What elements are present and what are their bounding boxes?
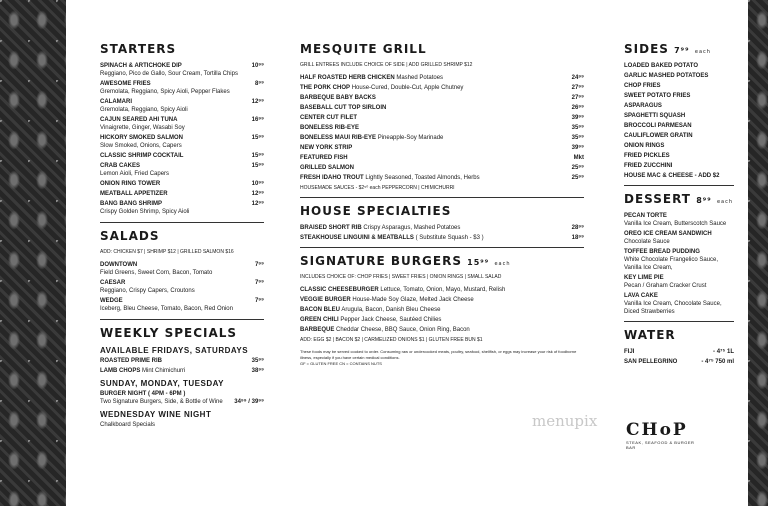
column-right — [624, 40, 734, 368]
menu-item — [300, 164, 584, 172]
menu-item-name: FIJI — [624, 349, 635, 355]
menu-item-left — [300, 94, 376, 102]
menu-item-name: FRESH IDAHO TROUT — [300, 175, 364, 181]
menu-item-price: 26⁹⁹ — [571, 105, 584, 111]
menu-item-row — [100, 279, 264, 287]
menu-item-left — [624, 248, 700, 256]
side-item-name: GARLIC MASHED POTATOES — [624, 73, 709, 79]
menu-item-desc: Cheddar Cheese, BBQ Sauce, Onion Ring, Bacon — [336, 327, 470, 333]
menu-item-name: FEATURED FISH — [300, 155, 348, 161]
menu-item-desc: Vinaigrette, Ginger, Wasabi Soy — [100, 125, 185, 131]
divider — [100, 319, 264, 320]
menu-item-row — [300, 154, 584, 162]
menu-item — [100, 80, 264, 96]
burger-desc-row — [100, 398, 264, 406]
menu-item-desc: Lettuce, Tomato, Onion, Mayo, Mustard, Relish — [380, 287, 506, 293]
side-item — [624, 152, 734, 160]
menu-item — [100, 279, 264, 295]
menu-item-desc: Gremolata, Reggiano, Spicy Aioli, Pepper Flakes — [100, 89, 230, 95]
menu-item-row — [624, 358, 734, 366]
damask-border-left — [0, 0, 66, 506]
menu-item-desc: Mashed Potatoes — [396, 75, 444, 81]
side-item — [624, 62, 734, 70]
menu-item-desc: Lemon Aioli, Fried Capers — [100, 171, 170, 177]
menu-item-left — [100, 116, 177, 124]
menu-item-name: CLASSIC CHEESEBURGER — [300, 287, 379, 293]
menu-item — [300, 306, 584, 314]
menu-item-left — [300, 326, 470, 334]
menu-item-row — [300, 326, 584, 334]
menu-item-left — [100, 180, 160, 188]
side-item-name: ASPARAGUS — [624, 103, 662, 109]
menu-item-desc: Crispy Golden Shrimp, Spicy Aioli — [100, 209, 190, 215]
water-list — [624, 348, 734, 366]
menu-item-name: CLASSIC SHRIMP COCKTAIL — [100, 153, 184, 159]
menu-item-row — [300, 144, 584, 152]
menu-item-left — [624, 230, 712, 238]
side-item — [624, 102, 734, 110]
menu-item-left — [300, 74, 443, 82]
menu-item-name: KEY LIME PIE — [624, 275, 664, 281]
menu-item-price: - 4⁷⁵ 750 ml — [701, 359, 734, 365]
dessert-title: DESSERT — [624, 192, 691, 206]
divider — [624, 185, 734, 186]
column-middle — [300, 40, 584, 367]
menu-item-name: BANG BANG SHRIMP — [100, 201, 163, 207]
menu-item-left — [100, 134, 183, 142]
menu-item-name: BRAISED SHORT RIB — [300, 225, 362, 231]
divider — [100, 222, 264, 223]
menu-item — [300, 144, 584, 152]
menu-item-left — [100, 261, 137, 269]
menu-item-name: GREEN CHILI — [300, 317, 339, 323]
menu-item-row — [300, 296, 584, 304]
menu-item-price: 27⁹⁹ — [571, 95, 584, 101]
side-item — [624, 92, 734, 100]
menu-item-row — [100, 357, 264, 365]
menu-item-name: VEGGIE BURGER — [300, 297, 351, 303]
weekly-heading: WEEKLY SPECIALS — [100, 326, 238, 340]
menu-item-name: OREO ICE CREAM SANDWICH — [624, 231, 712, 237]
menu-item-left — [300, 154, 348, 162]
menu-item-left — [624, 292, 658, 300]
wed-desc: Chalkboard Specials — [100, 422, 156, 428]
menu-item — [100, 162, 264, 178]
menu-item-row — [100, 134, 264, 142]
menu-item — [300, 94, 584, 102]
menu-item-name: CENTER CUT FILET — [300, 115, 357, 121]
menu-item-left — [100, 279, 125, 287]
menu-item — [100, 180, 264, 188]
menu-item-name: CAJUN SEARED AHI TUNA — [100, 117, 178, 123]
menu-item-desc: Vanilla Ice Cream, Chocolate Sauce, Diced Strawberries — [624, 301, 722, 315]
menu-item — [624, 230, 734, 246]
menu-item-name: PECAN TORTE — [624, 213, 667, 219]
menu-item-price: 16⁹⁹ — [251, 117, 264, 123]
burger-price: 34⁹⁹ / 39⁹⁹ — [234, 399, 264, 405]
menu-item — [100, 200, 264, 216]
menu-item-left — [100, 367, 185, 375]
menu-item-left — [100, 357, 162, 365]
menu-item-left — [300, 84, 463, 92]
menu-item-left — [100, 152, 183, 160]
menu-item-price: 8⁹⁹ — [254, 81, 264, 87]
menu-item-left — [100, 162, 140, 170]
burgers-addons: ADD: EGG $2 | BACON $2 | CARMELIZED ONIONS $1 | GLUTEN FREE BUN $1 — [300, 337, 483, 343]
footnote-gf: GF = GLUTEN FREE CN = CONTAINS NUTS — [300, 361, 382, 366]
burgers-includes: INCLUDES CHOICE OF: CHOP FRIES | SWEET FRIES | ONION RINGS | SMALL SALAD — [300, 274, 502, 280]
menu-item-row — [100, 152, 264, 160]
sides-heading — [624, 42, 734, 56]
water-heading: WATER — [624, 328, 676, 342]
menu-item-left — [300, 234, 484, 242]
menu-item — [300, 234, 584, 242]
side-item — [624, 72, 734, 80]
menu-item-row — [624, 292, 734, 300]
menu-item-left — [300, 124, 359, 132]
menu-item-left — [300, 114, 357, 122]
side-item-name: ONION RINGS — [624, 143, 665, 149]
menu-item-desc: Pepper Jack Cheese, Sautéed Chilies — [340, 317, 442, 323]
menu-item-price: 39⁹⁹ — [571, 115, 584, 121]
burgers-each: each — [494, 261, 511, 267]
menu-item-row — [624, 212, 734, 220]
menu-item — [300, 316, 584, 324]
fri-items — [100, 357, 264, 375]
menu-item-price: 24⁹⁹ — [571, 75, 584, 81]
menu-item-row — [300, 164, 584, 172]
menu-item — [624, 358, 734, 366]
side-item-name: CAULIFLOWER GRATIN — [624, 133, 693, 139]
menu-item — [300, 134, 584, 142]
menu-item-desc: Vanilla Ice Cream, Butterscotch Sauce — [624, 221, 727, 227]
menu-item-desc: Field Greens, Sweet Corn, Bacon, Tomato — [100, 270, 213, 276]
menu-item-row — [300, 174, 584, 182]
menu-item-left — [624, 212, 667, 220]
side-item — [624, 172, 734, 180]
menu-item-name: SAN PELLEGRINO — [624, 359, 678, 365]
menu-item — [624, 212, 734, 228]
menu-item-name: BACON BLEU — [300, 307, 340, 313]
fri-sat-heading: AVAILABLE FRIDAYS, SATURDAYS — [100, 346, 249, 355]
menu-item-price: 10⁹⁹ — [251, 63, 264, 69]
menu-item — [300, 74, 584, 82]
sides-title: SIDES — [624, 42, 669, 56]
column-left — [100, 40, 264, 431]
menu-item-name: CALAMARI — [100, 99, 132, 105]
menu-item-row — [300, 104, 584, 112]
menu-item-row — [300, 74, 584, 82]
menu-item-desc: House-Made Soy Glaze, Melted Jack Cheese — [352, 297, 474, 303]
menu-item-row — [300, 114, 584, 122]
burger-desc: Two Signature Burgers, Side, & Bottle of Wine — [100, 399, 223, 405]
menu-item-row — [100, 162, 264, 170]
divider — [624, 321, 734, 322]
sides-list — [624, 62, 734, 180]
menu-item-left — [624, 348, 634, 356]
chop-logo — [626, 420, 704, 450]
menu-item-desc: House-Cured, Double-Cut, Apple Chutney — [351, 85, 464, 91]
menu-item-price: 39⁹⁹ — [571, 145, 584, 151]
side-item-name: SPAGHETTI SQUASH — [624, 113, 686, 119]
salads-heading: SALADS — [100, 229, 160, 243]
menu-item-row — [300, 94, 584, 102]
menu-item-price: 15⁹⁹ — [251, 153, 264, 159]
menu-item-left — [300, 104, 386, 112]
burger-night: BURGER NIGHT ( 4PM - 6PM ) — [100, 391, 186, 397]
salads-addons: ADD: CHICKEN $7 | SHRIMP $12 | GRILLED SALMON $16 — [100, 249, 234, 255]
menu-item — [100, 261, 264, 277]
menu-item-name: AWESOME FRIES — [100, 81, 151, 87]
menu-item-price: 7⁹⁹ — [254, 298, 264, 304]
menu-item — [100, 116, 264, 132]
menu-item-row — [100, 116, 264, 124]
menu-item-row — [300, 224, 584, 232]
menu-item-desc: Reggiano, Crispy Capers, Croutons — [100, 288, 195, 294]
menu-item-price: 25⁹⁹ — [571, 165, 584, 171]
menu-item-desc: ( Substitute Squash - $3 ) — [415, 235, 484, 241]
side-item-name: BROCCOLI PARMESAN — [624, 123, 692, 129]
side-item — [624, 82, 734, 90]
menu-item-price: 7⁹⁹ — [254, 280, 264, 286]
menu-item-desc: Iceberg, Bleu Cheese, Tomato, Bacon, Red Onion — [100, 306, 233, 312]
menu-item-desc: Arugula, Bacon, Danish Bleu Cheese — [341, 307, 441, 313]
menu-item-name: CAESAR — [100, 280, 126, 286]
sides-price: 7⁹⁹ — [674, 46, 690, 55]
menu-item-name: ROASTED PRIME RIB — [100, 358, 163, 364]
menu-item-left — [100, 190, 168, 198]
menu-item-desc: Reggiano, Pico de Gallo, Sour Cream, Tortilla Chips — [100, 71, 238, 77]
menu-item-row — [100, 98, 264, 106]
menu-item-name: THE PORK CHOP — [300, 85, 351, 91]
menu-item-name: BARBEQUE BABY BACKS — [300, 95, 376, 101]
menu-item-row — [624, 230, 734, 238]
menu-item-name: GRILLED SALMON — [300, 165, 354, 171]
menu-item-price: 27⁹⁹ — [571, 85, 584, 91]
menu-item-row — [300, 286, 584, 294]
menu-item-row — [100, 180, 264, 188]
menu-item-row — [100, 190, 264, 198]
menu-item-price: 35⁹⁹ — [571, 125, 584, 131]
menu-item-desc: Pecan / Graham Cracker Crust — [624, 283, 707, 289]
menu-item-price: 25⁹⁹ — [571, 175, 584, 181]
menu-item-price: 10⁹⁹ — [251, 181, 264, 187]
burger-night-row — [100, 390, 264, 398]
menu-item — [100, 367, 264, 375]
starters-list — [100, 62, 264, 216]
menu-item-left — [624, 358, 677, 366]
menu-item — [624, 274, 734, 290]
house-heading: HOUSE SPECIALTIES — [300, 204, 452, 218]
menu-item-name: TOFFEE BREAD PUDDING — [624, 249, 700, 255]
menu-item-price: 12⁹⁹ — [251, 99, 264, 105]
burgers-heading — [300, 254, 584, 268]
menu-item-name: BARBEQUE — [300, 327, 335, 333]
starters-heading: STARTERS — [100, 42, 177, 56]
menu-item-row — [624, 348, 734, 356]
menu-item-price: 35⁹⁹ — [251, 358, 264, 364]
menu-item-name: HICKORY SMOKED SALMON — [100, 135, 184, 141]
menu-item — [300, 104, 584, 112]
menu-item-desc: Gremolata, Reggiano, Spicy Aioli — [100, 107, 188, 113]
menu-item-name: LAVA CAKE — [624, 293, 658, 299]
menu-item-left — [624, 274, 664, 282]
menu-item-name: ONION RING TOWER — [100, 181, 161, 187]
logo-tagline: STEAK, SEAFOOD & BURGER BAR — [626, 440, 695, 450]
menu-item-price: 12⁹⁹ — [251, 201, 264, 207]
menu-item — [624, 248, 734, 272]
menu-item-price: 15⁹⁹ — [251, 163, 264, 169]
menu-item-name: BONELESS MAUI RIB-EYE — [300, 135, 377, 141]
menu-item-name: SPINACH & ARTICHOKE DIP — [100, 63, 182, 69]
menu-item — [300, 174, 584, 182]
menu-item — [624, 348, 734, 356]
menu-item-left — [300, 164, 354, 172]
grill-list — [300, 74, 584, 182]
menu-item-row — [100, 297, 264, 305]
menu-item-desc: Slow Smoked, Onions, Capers — [100, 143, 182, 149]
salads-list — [100, 261, 264, 313]
menu-item — [100, 297, 264, 313]
burgers-list — [300, 286, 584, 334]
menu-item-left — [100, 297, 123, 305]
menu-item-price: 18⁹⁹ — [571, 235, 584, 241]
side-item — [624, 112, 734, 120]
side-item-name: SWEET POTATO FRIES — [624, 93, 691, 99]
menu-item-price: 15⁹⁹ — [251, 135, 264, 141]
menu-item — [300, 124, 584, 132]
menu-item-left — [100, 200, 162, 208]
menu-item-desc: Chocolate Sauce — [624, 239, 670, 245]
menu-item — [100, 62, 264, 78]
menu-item-name: MEATBALL APPETIZER — [100, 191, 168, 197]
side-item-name: HOUSE MAC & CHEESE - ADD $2 — [624, 173, 720, 179]
dessert-price: 8⁹⁹ — [696, 196, 712, 205]
burgers-title: SIGNATURE BURGERS — [300, 254, 462, 268]
menu-item — [300, 84, 584, 92]
menu-item-left — [100, 98, 132, 106]
menu-item — [300, 154, 584, 162]
dessert-each: each — [716, 199, 734, 205]
menu-item-row — [100, 367, 264, 375]
menu-item-row — [300, 234, 584, 242]
wed-heading: WEDNESDAY WINE NIGHT — [100, 410, 212, 419]
menu-item-name: BASEBALL CUT TOP SIRLOIN — [300, 105, 387, 111]
menu-item-row — [100, 80, 264, 88]
menu-item-left — [300, 144, 352, 152]
menu-item-name: BONELESS RIB-EYE — [300, 125, 360, 131]
side-item — [624, 132, 734, 140]
menu-item — [100, 190, 264, 198]
menu-item-price: 35⁹⁹ — [571, 135, 584, 141]
burgers-price: 15⁹⁹ — [467, 258, 490, 267]
menu-item-desc: Lightly Seasoned, Toasted Almonds, Herbs — [365, 175, 480, 181]
menupix-watermark: menupix — [532, 412, 598, 430]
menu-item-desc: Pineapple-Soy Marinade — [377, 135, 444, 141]
menu-item-name: CRAB CAKES — [100, 163, 141, 169]
menu-item-desc: Mint Chimichurri — [142, 368, 186, 374]
dessert-heading — [624, 192, 734, 206]
menu-item-name: STEAKHOUSE LINGUINI & MEATBALLS — [300, 235, 414, 241]
menu-item-left — [100, 62, 182, 70]
menu-item — [100, 152, 264, 160]
menu-item-price: - 4⁷⁵ 1L — [713, 349, 734, 355]
menu-item — [300, 296, 584, 304]
menu-item-row — [300, 84, 584, 92]
grill-sauces: HOUSEMADE SAUCES - $2⁵⁰ each PEPPERCORN | CHIMICHURRI — [300, 185, 455, 191]
menu-item-row — [624, 274, 734, 282]
menu-item-name: LAMB CHOPS — [100, 368, 141, 374]
menu-item-left — [100, 80, 151, 88]
divider — [300, 197, 584, 198]
side-item — [624, 142, 734, 150]
menu-item-row — [100, 261, 264, 269]
grill-note: GRILL ENTREES INCLUDE CHOICE OF SIDE | ADD GRILLED SHRIMP $12 — [300, 62, 473, 68]
menu-item-left — [300, 134, 443, 142]
dessert-list — [624, 212, 734, 316]
logo-mark: CHoP — [626, 420, 688, 440]
menu-item-row — [624, 248, 734, 256]
menu-item-left — [300, 296, 474, 304]
menu-item-name: HALF ROASTED HERB CHICKEN — [300, 75, 395, 81]
menu-item — [300, 224, 584, 232]
menu-item-left — [300, 286, 505, 294]
menu-item-name: NEW YORK STRIP — [300, 145, 353, 151]
menu-item-row — [300, 306, 584, 314]
menu-item-row — [300, 316, 584, 324]
menu-item-price: 38⁹⁹ — [251, 368, 264, 374]
sides-each: each — [694, 49, 711, 55]
side-item-name: CHOP FRIES — [624, 83, 661, 89]
damask-border-right — [748, 0, 768, 506]
menu-item-left — [300, 316, 441, 324]
footnote-raw: These foods may be served cooked to order. Consuming raw or undercooked meats, poultry, seafood, shellfish, or eggs may increase your risk of foodborne illness, especially if you have certain medical conditions. — [300, 349, 577, 360]
menu-item — [100, 134, 264, 150]
divider — [300, 247, 584, 248]
house-list — [300, 224, 584, 242]
side-item-name: LOADED BAKED POTATO — [624, 63, 699, 69]
menu-item-left — [300, 224, 460, 232]
menu-item-price: 12⁹⁹ — [251, 191, 264, 197]
menu-item-price: Mkt — [573, 155, 584, 161]
menu-item-price: 7⁹⁹ — [254, 262, 264, 268]
menu-item-left — [300, 306, 440, 314]
menu-item — [100, 357, 264, 365]
menu-item — [624, 292, 734, 316]
menu-item-row — [300, 124, 584, 132]
menu-item-row — [100, 62, 264, 70]
side-item-name: FRIED PICKLES — [624, 153, 670, 159]
menu-item-price: 28⁹⁹ — [571, 225, 584, 231]
sun-tue-heading: SUNDAY, MONDAY, TUESDAY — [100, 379, 224, 388]
menu-item-desc: White Chocolate Frangelico Sauce, Vanilla Ice Cream, — [624, 257, 719, 271]
menu-item — [300, 326, 584, 334]
menu-item — [100, 98, 264, 114]
menu-item — [300, 114, 584, 122]
menu-item — [300, 286, 584, 294]
menu-item-name: WEDGE — [100, 298, 123, 304]
menu-item-left — [300, 174, 480, 182]
side-item-name: FRIED ZUCCHINI — [624, 163, 673, 169]
menu-item-row — [100, 200, 264, 208]
grill-heading: MESQUITE GRILL — [300, 42, 427, 56]
menu-item-name: DOWNTOWN — [100, 262, 138, 268]
menu-item-desc: Crispy Asparagus, Mashed Potatoes — [363, 225, 461, 231]
menu-item-row — [300, 134, 584, 142]
side-item — [624, 122, 734, 130]
side-item — [624, 162, 734, 170]
